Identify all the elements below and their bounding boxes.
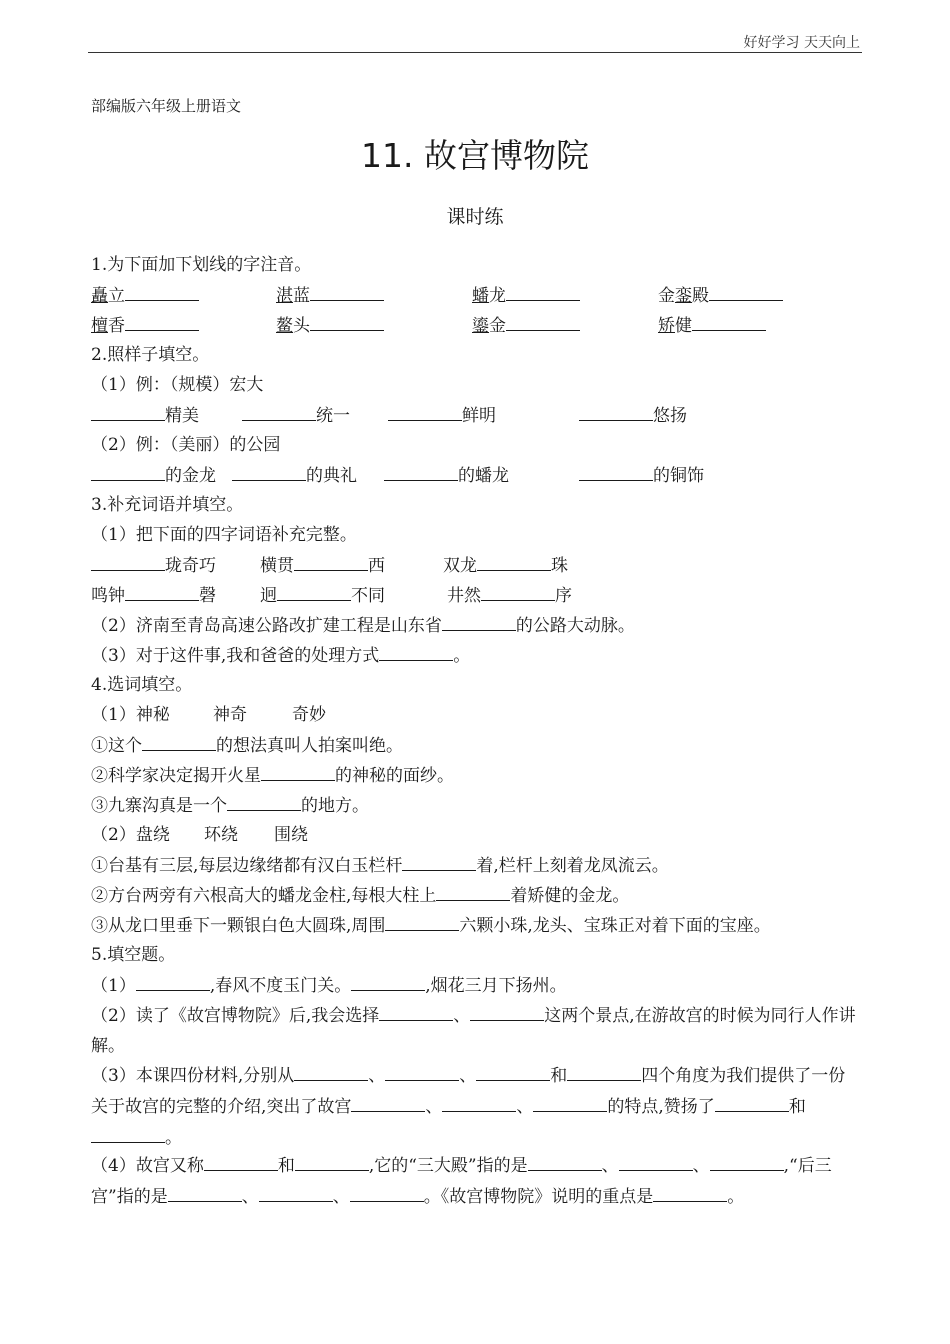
word: 的典礼: [306, 466, 357, 486]
sentence-part: 和: [277, 1156, 295, 1176]
answer-blank[interactable]: [385, 1060, 459, 1081]
header-rule: [88, 52, 862, 53]
char-rest: 立: [108, 286, 125, 306]
answer-blank[interactable]: [506, 310, 580, 331]
q1-item: [276, 310, 384, 341]
word-option: 神奇: [213, 705, 247, 725]
q3-sub2: [91, 610, 861, 640]
idiom-part: 鸣钟: [91, 586, 125, 606]
idiom-part: 序: [555, 586, 572, 606]
sentence-part: 、: [459, 1066, 477, 1086]
sentence-part: ①台基有三层,每层边缘绪都有汉白玉栏杆: [91, 856, 403, 876]
word: 的金龙: [165, 466, 216, 486]
q1-item: [472, 310, 580, 341]
sentence-part: 。: [165, 1128, 182, 1148]
sentence-part: 着,栏杆上刻着龙凤流云。: [476, 856, 669, 876]
q4-title: 4.选词填空。: [91, 675, 193, 695]
q4-sentence4: [91, 850, 861, 880]
q1-item: [91, 310, 199, 341]
word-option: 奇妙: [292, 705, 326, 725]
q1-title: 1.为下面加下划线的字注音。: [91, 255, 312, 275]
answer-blank[interactable]: [385, 910, 459, 931]
sentence-part: ②方台两旁有六根高大的蟠龙金柱,每根大柱上: [91, 886, 437, 906]
header-motto: 好好学习 天天向上: [743, 35, 860, 51]
q4-sentence1: [91, 730, 861, 760]
q1-item: [472, 280, 580, 311]
sentence-part: ①这个: [91, 736, 142, 756]
answer-blank[interactable]: [136, 970, 210, 991]
answer-blank[interactable]: [277, 580, 351, 601]
page-subtitle: 课时练: [446, 206, 504, 228]
word: 统一: [316, 406, 350, 426]
char-rest: 健: [675, 316, 692, 336]
underlined-char: 鎏: [472, 316, 489, 336]
page-title: 11. 故宫博物院: [361, 136, 589, 175]
underlined-char: 檀: [91, 316, 108, 336]
answer-blank[interactable]: [91, 460, 165, 481]
sentence-part: ,“后三宫”指的是: [91, 1156, 832, 1207]
answer-blank[interactable]: [168, 1181, 242, 1202]
answer-blank[interactable]: [259, 1181, 333, 1202]
underlined-char: 鳌: [276, 316, 293, 336]
sentence-part: 、: [425, 1097, 443, 1117]
answer-blank[interactable]: [653, 1181, 727, 1202]
sentence-part: ,烟花三月下扬州。: [425, 976, 567, 996]
answer-blank[interactable]: [294, 550, 368, 571]
q1-item: [658, 310, 766, 341]
idiom-part: 横贯: [260, 556, 294, 576]
sentence-part: 的特点,赞扬了: [607, 1097, 715, 1117]
underlined-char: 銮: [675, 286, 692, 306]
idiom-part: 珑奇巧: [165, 556, 216, 576]
answer-blank[interactable]: [710, 1150, 784, 1171]
q3-idioms-row1: [91, 550, 861, 580]
answer-blank[interactable]: [125, 580, 199, 601]
q5-p3: [91, 1060, 861, 1150]
q1-item: [658, 280, 783, 311]
answer-blank[interactable]: [579, 400, 653, 421]
word: 精美: [165, 406, 199, 426]
answer-blank[interactable]: [715, 1091, 789, 1112]
answer-blank[interactable]: [379, 640, 453, 661]
char-rest: 金: [489, 316, 506, 336]
sentence-part: （3）对于这件事,我和爸爸的处理方式: [91, 646, 380, 666]
answer-blank[interactable]: [351, 970, 425, 991]
answer-blank[interactable]: [402, 850, 476, 871]
idiom-part: 不同: [351, 586, 385, 606]
answer-blank[interactable]: [692, 310, 766, 331]
answer-blank[interactable]: [232, 460, 306, 481]
sentence-part: 的神秘的面纱。: [335, 766, 454, 786]
answer-blank[interactable]: [125, 310, 199, 331]
q1-row1: [91, 280, 861, 310]
sentence-part: 这两个景点,在游故宫的时候为同行人作讲解。: [91, 1006, 856, 1056]
q5-p1: [91, 970, 861, 1000]
sentence-part: （2）读了《故宫博物院》后,我会选择: [91, 1006, 380, 1026]
answer-blank[interactable]: [388, 400, 462, 421]
answer-blank[interactable]: [442, 610, 516, 631]
idiom-part: 西: [368, 556, 385, 576]
sentence-part: 六颗小珠,龙头、宝珠正对着下面的宝座。: [459, 916, 771, 936]
answer-blank[interactable]: [142, 730, 216, 751]
answer-blank[interactable]: [709, 280, 783, 301]
sentence-part: 、: [332, 1187, 350, 1207]
answer-blank[interactable]: [91, 400, 165, 421]
q2-example2: （2）例：（美丽）的公园: [91, 435, 281, 455]
sentence-part: 的公路大动脉。: [515, 616, 635, 636]
sentence-part: 、: [241, 1187, 259, 1207]
q2-row1: [91, 400, 861, 430]
answer-blank[interactable]: [579, 460, 653, 481]
sentence-part: 和: [788, 1097, 806, 1117]
idiom-part: 迥: [260, 586, 277, 606]
q1-item: [276, 280, 384, 311]
sentence-part: 四个角度为我们提供了一份关于故宫的完整的介绍,突出了故宫: [91, 1066, 846, 1117]
q5-p2: [91, 1000, 861, 1060]
answer-blank[interactable]: [91, 1122, 165, 1143]
word: 鲜明: [462, 406, 496, 426]
answer-blank[interactable]: [506, 280, 580, 301]
q1-item: [91, 280, 199, 311]
word-option: （1）神秘: [91, 705, 170, 725]
sentence-part: 、: [692, 1156, 710, 1176]
word-option: （2）盘绕: [91, 825, 170, 845]
answer-blank[interactable]: [476, 1060, 550, 1081]
answer-blank[interactable]: [294, 1060, 368, 1081]
q3-title: 3.补充词语并填空。: [91, 495, 244, 515]
answer-blank[interactable]: [567, 1060, 641, 1081]
underlined-char: 湛: [276, 286, 293, 306]
sentence-part: 。: [453, 646, 471, 666]
q4-sentence6: [91, 910, 861, 940]
idiom-part: 磬: [199, 586, 216, 606]
idiom-part: 井然: [447, 586, 481, 606]
answer-blank[interactable]: [477, 550, 551, 571]
q2-row2: [91, 460, 861, 490]
sentence-part: 。《故宫博物院》说明的重点是: [423, 1187, 654, 1207]
sentence-part: ,它的“三大殿”指的是: [368, 1156, 528, 1176]
q2-title: 2.照样子填空。: [91, 345, 210, 365]
char-rest: 龙: [489, 286, 506, 306]
sentence-part: 着矫健的金龙。: [510, 886, 630, 906]
sentence-part: 、: [516, 1097, 534, 1117]
answer-blank[interactable]: [204, 1150, 278, 1171]
sentence-part: 的地方。: [301, 796, 369, 816]
answer-blank[interactable]: [533, 1091, 607, 1112]
answer-blank[interactable]: [619, 1150, 693, 1171]
sentence-part: 。: [727, 1187, 745, 1207]
subject-label: 部编版六年级上册语文: [91, 97, 242, 115]
underlined-char: 矗: [91, 286, 108, 306]
q5-p4: [91, 1150, 861, 1240]
q4-sentence3: [91, 790, 861, 820]
q4-sentence2: [91, 760, 861, 790]
char-rest: 殿: [692, 286, 709, 306]
word: 的铜饰: [653, 466, 704, 486]
answer-blank[interactable]: [379, 1000, 453, 1021]
char-rest: 头: [293, 316, 310, 336]
answer-blank[interactable]: [227, 790, 301, 811]
q4-sentence5: [91, 880, 861, 910]
answer-blank[interactable]: [442, 1091, 516, 1112]
answer-blank[interactable]: [384, 460, 458, 481]
answer-blank[interactable]: [261, 760, 335, 781]
char-pre: 金: [658, 286, 675, 306]
word: 悠扬: [653, 406, 687, 426]
char-rest: 香: [108, 316, 125, 336]
q2-example1: （1）例：（规模）宏大: [91, 375, 264, 395]
sentence-part: （2）济南至青岛高速公路改扩建工程是山东省: [91, 616, 442, 636]
sentence-part: 、: [368, 1066, 386, 1086]
word-option: 环绕: [204, 825, 238, 845]
answer-blank[interactable]: [310, 280, 384, 301]
underlined-char: 矫: [658, 316, 675, 336]
sentence-part: ,春风不度玉门关。: [209, 976, 352, 996]
answer-blank[interactable]: [242, 400, 316, 421]
answer-blank[interactable]: [295, 1150, 369, 1171]
answer-blank[interactable]: [91, 550, 165, 571]
answer-blank[interactable]: [528, 1150, 602, 1171]
answer-blank[interactable]: [125, 280, 199, 301]
char-rest: 蓝: [293, 286, 310, 306]
sentence-part: 和: [550, 1066, 568, 1086]
word: 的蟠龙: [458, 466, 509, 486]
sentence-part: （4）故宫又称: [91, 1156, 204, 1176]
sentence-part: ②科学家决定揭开火星: [91, 766, 261, 786]
sentence-part: 的想法真叫人拍案叫绝。: [216, 736, 403, 756]
answer-blank[interactable]: [350, 1181, 424, 1202]
worksheet-body: [91, 250, 861, 1240]
sentence-part: 、: [601, 1156, 619, 1176]
answer-blank[interactable]: [470, 1000, 544, 1021]
sentence-part: 、: [453, 1006, 471, 1026]
sentence-part: （3）本课四份材料,分别从: [91, 1066, 295, 1086]
underlined-char: 蟠: [472, 286, 489, 306]
q3-sub3: [91, 640, 861, 670]
answer-blank[interactable]: [310, 310, 384, 331]
q3-sub1: （1）把下面的四字词语补充完整。: [91, 525, 357, 545]
q4-words1: [91, 700, 861, 730]
q5-title: 5.填空题。: [91, 945, 176, 965]
word-option: 围绕: [274, 825, 308, 845]
sentence-part: ③九寨沟真是一个: [91, 796, 227, 816]
sentence-part: ③从龙口里垂下一颗银白色大圆珠,周围: [91, 916, 386, 936]
answer-blank[interactable]: [351, 1091, 425, 1112]
answer-blank[interactable]: [481, 580, 555, 601]
q1-row2: [91, 310, 861, 340]
idiom-part: 珠: [551, 556, 568, 576]
q4-words2: [91, 820, 861, 850]
answer-blank[interactable]: [436, 880, 510, 901]
idiom-part: 双龙: [443, 556, 477, 576]
q3-idioms-row2: [91, 580, 861, 610]
sentence-part: （1）: [91, 976, 136, 996]
